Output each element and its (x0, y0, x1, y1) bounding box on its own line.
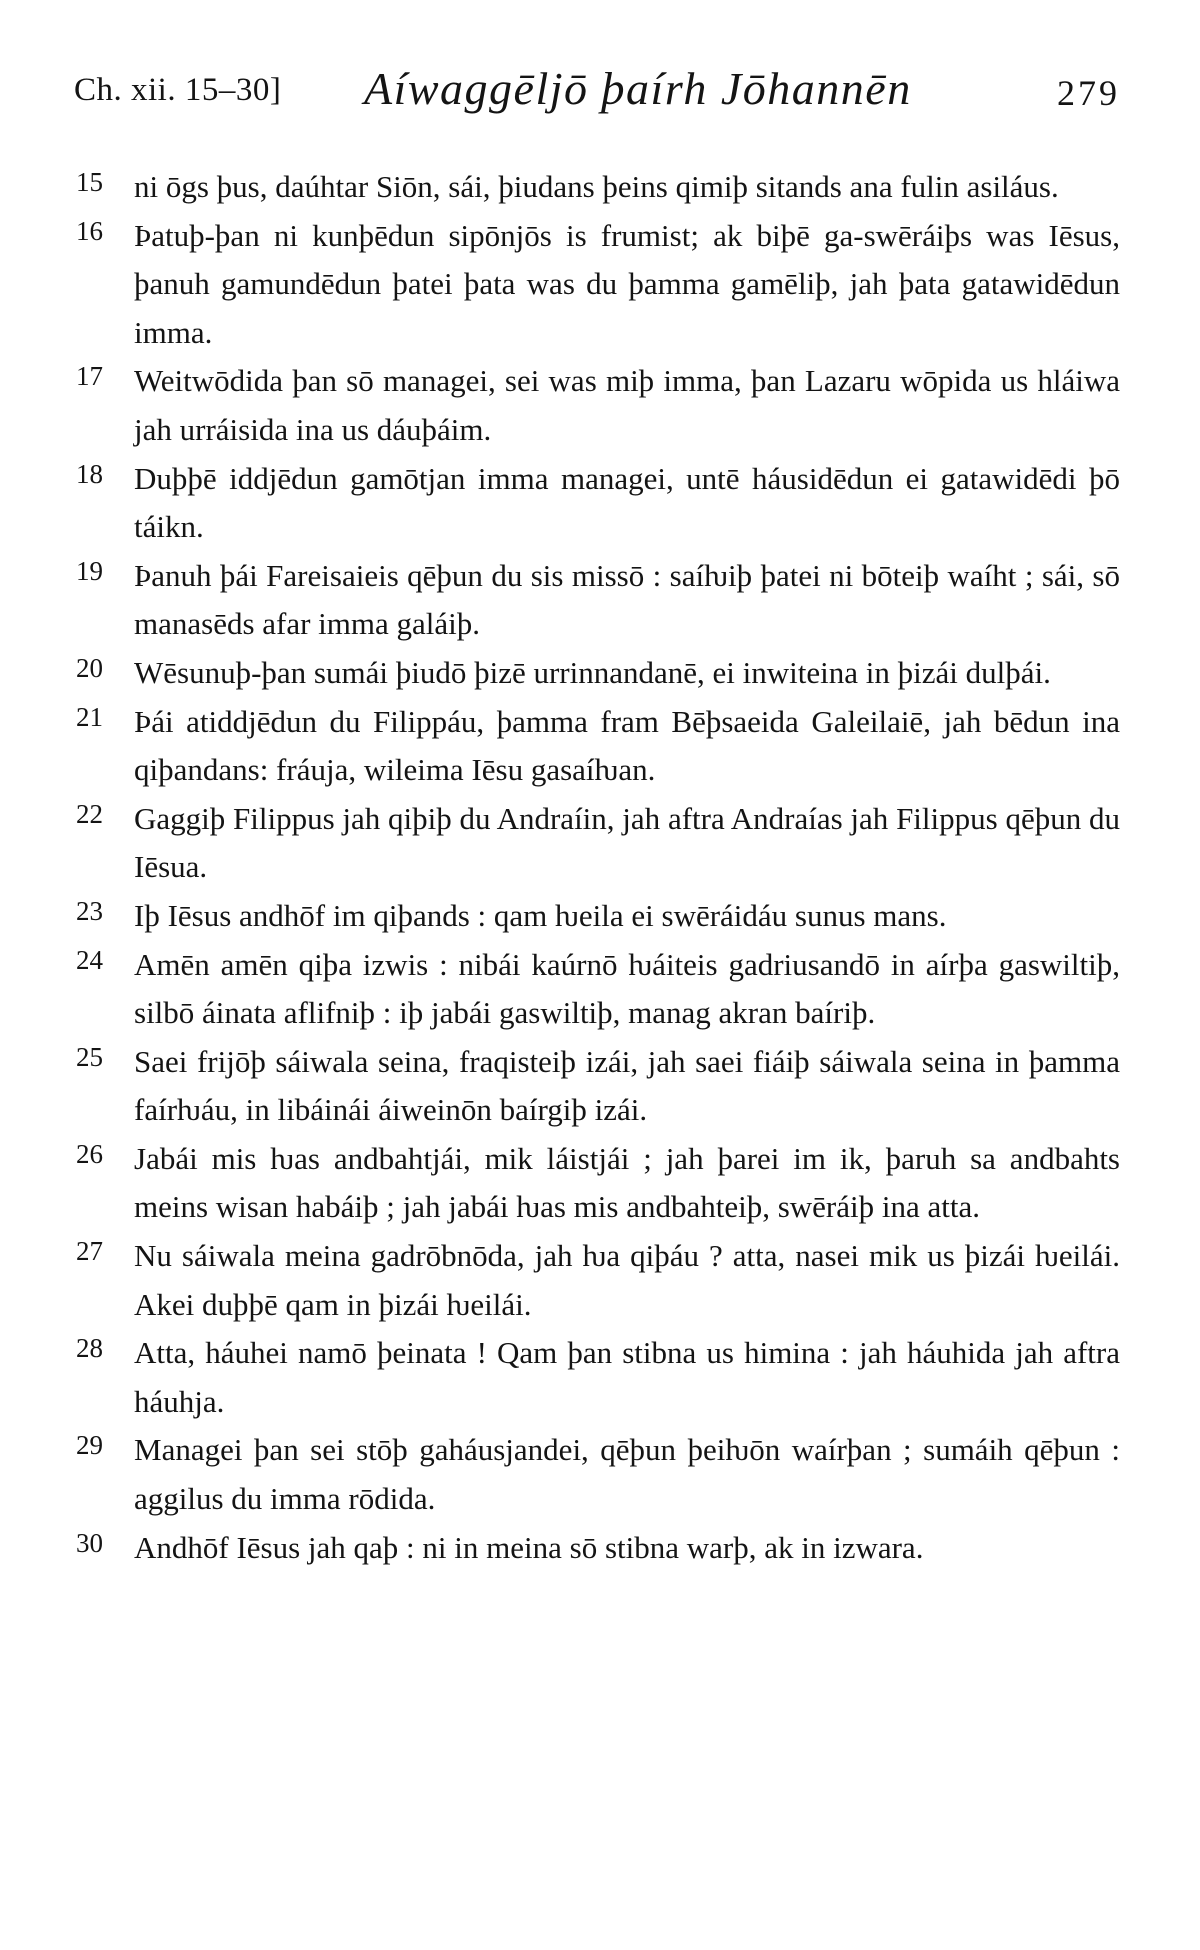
verse (0, 1038, 1120, 1135)
verse (0, 795, 1120, 892)
verse (0, 941, 1120, 1038)
verse-text: Amēn amēn qiþa izwis : nibái kaúrnō ƕáiteis gadriusandō in aírþa gaswiltiþ, silbō áinata aflifniþ : iþ jabái gaswiltiþ, manag akran baíriþ. (134, 946, 1120, 1031)
running-title: Aíwaggēljō þaírh Jōhannēn (364, 63, 912, 114)
verse-text: Andhōf Iēsus jah qaþ : ni in meina sō stibna warþ, ak in izwara. (134, 1529, 924, 1565)
verse (0, 1135, 1120, 1232)
verse-number: 22 (76, 798, 103, 829)
verse-text: Iþ Iēsus andhōf im qiþands : qam ƕeila ei swēráidáu sunus mans. (134, 897, 947, 933)
verse-number: 18 (76, 458, 103, 489)
verse (0, 698, 1120, 795)
verse-text: Jabái mis ƕas andbahtjái, mik láistjái ; jah þarei im ik, þaruh sa andbahts meins wisan habáiþ ; jah jabái ƕas mis andbahteiþ, swēráiþ ina atta. (134, 1140, 1120, 1225)
verse-number: 27 (76, 1236, 103, 1267)
verse-number: 16 (76, 215, 103, 246)
verse-number: 26 (76, 1138, 103, 1169)
verse-number: 19 (76, 555, 103, 586)
running-header (74, 62, 1120, 122)
verse (0, 1329, 1120, 1426)
verse-number: 21 (76, 701, 103, 732)
verse-number: 28 (76, 1333, 103, 1364)
verse-number: 17 (76, 361, 103, 392)
verse-text: Þái atiddjēdun du Filippáu, þamma fram Bēþsaeida Galeilaiē, jah bēdun ina qiþandans: fráuja, wileima Iēsu gasaíƕan. (134, 703, 1120, 788)
verse (0, 455, 1120, 552)
verse-number: 23 (76, 895, 103, 926)
verse (0, 163, 1120, 212)
verse-number: 29 (76, 1430, 103, 1461)
verse-text: Nu sáiwala meina gadrōbnōda, jah ƕa qiþáu ? atta, nasei mik us þizái ƕeilái. Akei duþþē qam in þizái ƕeilái. (134, 1238, 1120, 1322)
verse-text: Gaggiþ Filippus jah qiþiþ du Andraíin, jah aftra Andraías jah Filippus qēþun du Iēsua. (134, 800, 1120, 885)
verse-list (0, 163, 1200, 1572)
verse (0, 892, 1120, 941)
verse-text: Atta, háuhei namō þeinata ! Qam þan stibna us himina : jah háuhida jah aftra háuhja. (134, 1335, 1120, 1419)
verse-text: Þanuh þái Fareisaieis qēþun du sis missō : saíƕiþ þatei ni bōteiþ waíht ; sái, sō manasēds afar imma galáiþ. (134, 557, 1120, 642)
verse-text: Managei þan sei stōþ gaháusjandei, qēþun þeiƕōn waírþan ; sumáih qēþun : aggilus du imma rōdida. (134, 1432, 1120, 1517)
verse-number: 30 (76, 1527, 103, 1558)
verse-number: 24 (76, 944, 103, 975)
verse-text: Wēsunuþ-þan sumái þiudō þizē urrinnandanē, ei inwiteina in þizái dulþái. (134, 654, 1051, 690)
chapter-reference: Ch. xii. 15–30] (74, 72, 282, 108)
verse (0, 212, 1120, 358)
verse-number: 25 (76, 1041, 103, 1072)
verse-text: Saei frijōþ sáiwala seina, fraqisteiþ izái, jah saei fiáiþ sáiwala seina in þamma faírƕáu, in libáinái áiweinōn baírgiþ izái. (134, 1043, 1120, 1128)
verse (0, 1426, 1120, 1523)
verse-text: Weitwōdida þan sō managei, sei was miþ imma, þan Lazaru wōpida us hláiwa jah urráisida ina us dáuþáim. (134, 363, 1120, 447)
verse (0, 552, 1120, 649)
verse-number: 20 (76, 652, 103, 683)
page-number: 279 (1057, 73, 1120, 113)
verse (0, 649, 1120, 698)
verse (0, 1524, 1120, 1573)
verse-text: ni ōgs þus, daúhtar Siōn, sái, þiudans þeins qimiþ sitands ana fulin asiláus. (134, 169, 1059, 204)
verse (0, 1232, 1120, 1329)
verse-text: Þatuþ-þan ni kunþēdun sipōnjōs is frumist; ak biþē ga-swēráiþs was Iēsus, þanuh gamundēdun þatei þata was du þamma gamēliþ, jah þata gatawidēdun imma. (134, 217, 1120, 350)
verse-number: 15 (76, 167, 103, 197)
verse-text: Duþþē iddjēdun gamōtjan imma managei, untē háusidēdun ei gatawidēdi þō táikn. (134, 460, 1120, 545)
verse (0, 357, 1120, 454)
